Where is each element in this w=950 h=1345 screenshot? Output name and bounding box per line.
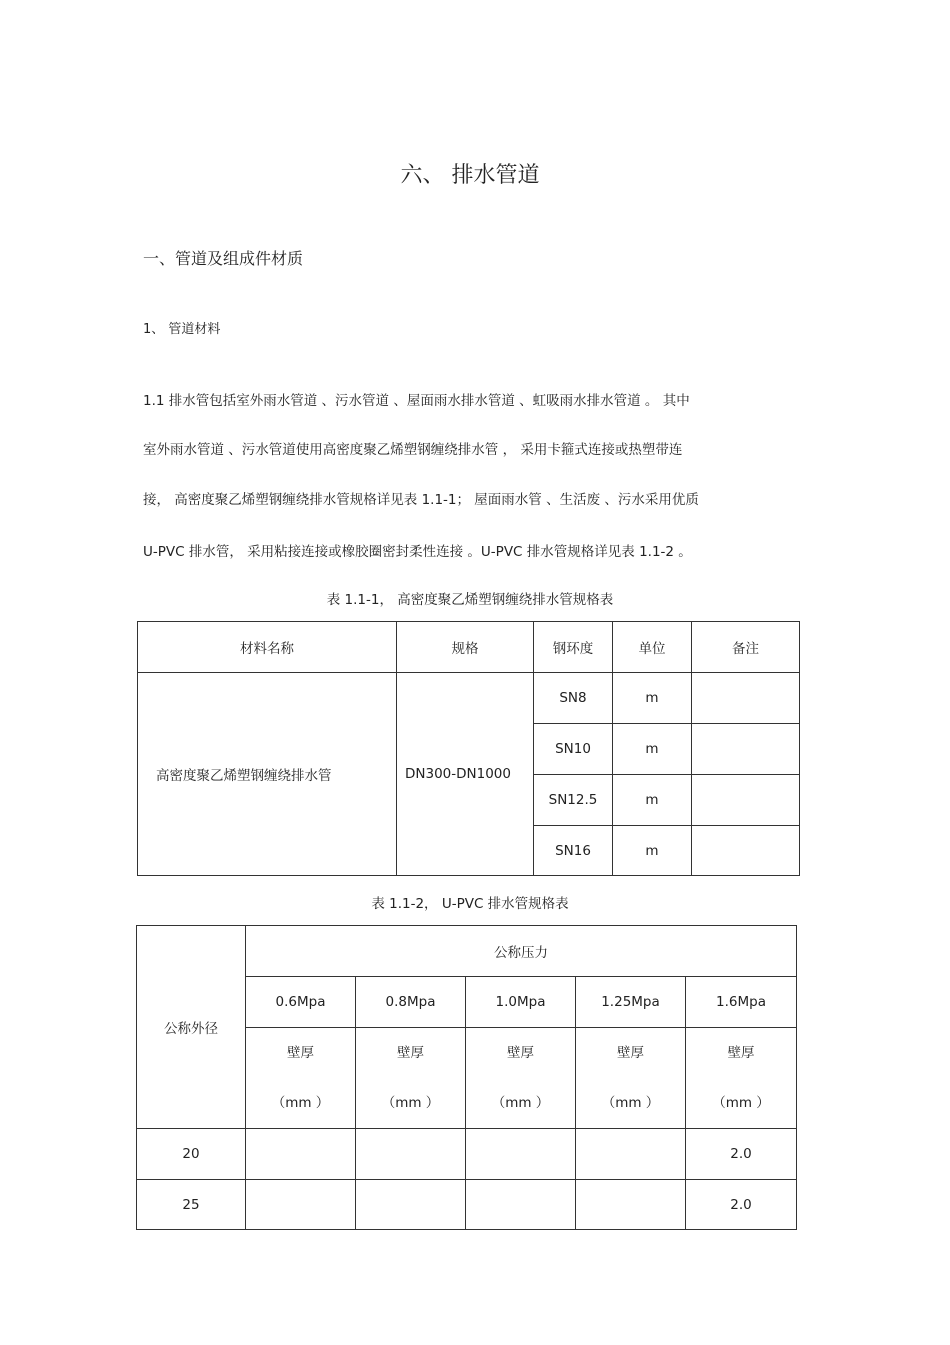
unit-cell: m [613, 724, 692, 775]
value-cell [466, 1180, 576, 1230]
value-cell [466, 1129, 576, 1180]
value-cell: 2.0 [686, 1129, 797, 1180]
table-row [137, 1180, 797, 1230]
spec-cell: DN300-DN1000 [397, 673, 534, 876]
od-cell: 25 [137, 1180, 246, 1230]
table1-caption: 表 1.1-1， 高密度聚乙烯塑钢缠绕排水管规格表 [326, 592, 614, 608]
table-row [138, 673, 800, 724]
paragraph-line: 1.1 排水管包括室外雨水管道 、污水管道 、屋面雨水排水管道 、虹吸雨水排水管道 。 其中 [143, 393, 690, 409]
paragraph-line: 接， 高密度聚乙烯塑钢缠绕排水管规格详见表 1.1-1； 屋面雨水管 、生活废 、污水采用优质 [143, 492, 699, 508]
header-cell: 材料名称 [138, 622, 397, 673]
value-cell [576, 1180, 686, 1230]
page-title: 六、 排水管道 [400, 163, 540, 188]
value-cell [246, 1180, 356, 1230]
wall-label: 壁厚 [617, 1045, 644, 1061]
wall-thickness-cell [576, 1028, 686, 1129]
note-cell [692, 826, 800, 876]
outer-diameter-header: 公称外径 [137, 926, 246, 1129]
value-cell [576, 1129, 686, 1180]
wall-unit: （mm ） [271, 1095, 330, 1111]
header-cell: 规格 [397, 622, 534, 673]
value-cell [356, 1129, 466, 1180]
table-row [137, 1129, 797, 1180]
material-name-cell: 高密度聚乙烯塑钢缠绕排水管 [138, 673, 397, 876]
wall-unit: （mm ） [601, 1095, 660, 1111]
wall-unit: （mm ） [712, 1095, 770, 1111]
wall-thickness-cell [356, 1028, 466, 1129]
note-cell [692, 724, 800, 775]
subsection-heading: 1、 管道材料 [143, 322, 221, 337]
stiffness-cell: SN16 [534, 826, 613, 876]
unit-cell: m [613, 775, 692, 826]
table2-caption: 表 1.1-2， U-PVC 排水管规格表 [371, 896, 569, 912]
wall-label: 壁厚 [397, 1045, 424, 1061]
section-heading: 一、管道及组成件材质 [143, 249, 304, 268]
value-cell: 2.0 [686, 1180, 797, 1230]
header-cell: 备注 [692, 622, 800, 673]
unit-cell: m [613, 826, 692, 876]
header-cell: 钢环度 [534, 622, 613, 673]
table-header-row [137, 926, 797, 977]
wall-label: 壁厚 [507, 1045, 534, 1061]
pipe-spec-table [137, 621, 800, 876]
unit-cell: m [613, 673, 692, 724]
pressure-cell: 1.6Mpa [686, 977, 797, 1028]
wall-unit: （mm ） [491, 1095, 550, 1111]
wall-thickness-cell [686, 1028, 797, 1129]
upvc-spec-table [136, 925, 797, 1230]
pressure-header: 公称压力 [246, 926, 797, 977]
od-cell: 20 [137, 1129, 246, 1180]
pressure-cell: 0.6Mpa [246, 977, 356, 1028]
table-header-row [138, 622, 800, 673]
value-cell [246, 1129, 356, 1180]
wall-thickness-cell [466, 1028, 576, 1129]
pressure-cell: 1.0Mpa [466, 977, 576, 1028]
note-cell [692, 775, 800, 826]
stiffness-cell: SN12.5 [534, 775, 613, 826]
pressure-cell: 1.25Mpa [576, 977, 686, 1028]
stiffness-cell: SN10 [534, 724, 613, 775]
wall-label: 壁厚 [727, 1045, 755, 1061]
pressure-cell: 0.8Mpa [356, 977, 466, 1028]
wall-unit: （mm ） [381, 1095, 440, 1111]
value-cell [356, 1180, 466, 1230]
header-cell: 单位 [613, 622, 692, 673]
paragraph-line: 室外雨水管道 、污水管道使用高密度聚乙烯塑钢缠绕排水管 ， 采用卡箍式连接或热塑带连 [143, 442, 683, 458]
stiffness-cell: SN8 [534, 673, 613, 724]
wall-thickness-cell [246, 1028, 356, 1129]
paragraph-line: U-PVC 排水管， 采用粘接连接或橡胶圈密封柔性连接 。U-PVC 排水管规格详见表 1.1-2 。 [143, 544, 692, 560]
wall-label: 壁厚 [287, 1045, 314, 1061]
note-cell [692, 673, 800, 724]
